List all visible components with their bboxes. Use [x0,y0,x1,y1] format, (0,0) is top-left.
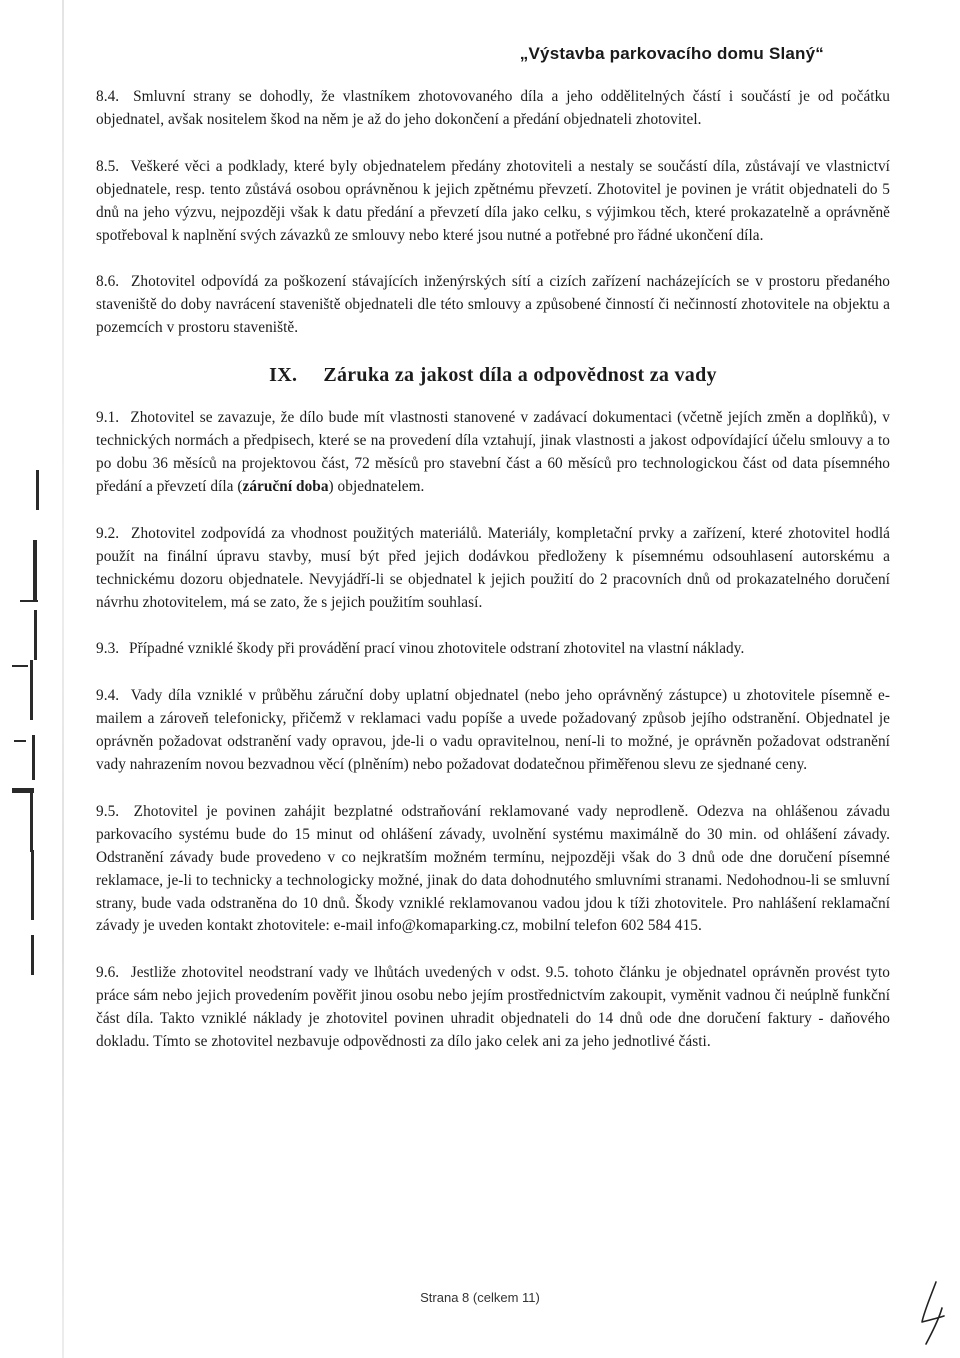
binder-mark [32,735,35,780]
paragraph-number: 8.5. [96,157,120,175]
paragraph-text: Jestliže zhotovitel neodstraní vady ve lhůtách uvedených v odst. 9.5. tohoto článku je objednatel oprávněn provést tyto práce sám nebo jejich provedením pověřit jinou osobu nebo jejím prostřednictvím zakoupit, vyměnit vadnou či neúplně funkční část díla. Takto vzniklé náklady je zhotovitel povinen uhradit objednateli do 14 dnů ode dne doručení faktury - daňového dokladu. Tímto se zhotovitel nezbavuje odpovědnosti za dílo jako celek ani za jeho jednotlivé části. [96,964,891,1051]
paragraph-bold-term: záruční doba [242,477,329,495]
binder-mark [20,600,38,602]
binder-mark [14,740,26,742]
paragraph-9-6 [96,962,890,1054]
paragraph-text: Vady díla vzniklé v průběhu záruční doby uplatní objednatel (nebo jeho oprávněný zástupce) u zhotovitele písemně e-mailem a zároveň telefonicky, přičemž v reklamaci vadu popíše a uvede požadovaný způsob jejího odstranění. Objednatel je oprávněn požadovat odstranění vady opravou, jde-li o vadu opravitelnou, není-li to možné, je oprávněn požadovat odstranění vady nahrazením novou bezvadnou věcí (plněním) nebo požadovat dodatečnou přiměřenou slevu ze sjednané ceny. [96,687,890,774]
binder-mark [30,660,33,720]
paragraph-number: 8.4. [96,88,120,105]
paragraph-number: 8.6. [96,273,120,291]
binder-mark [36,470,39,510]
binder-mark [33,540,37,600]
paragraph-9-3 [96,638,890,661]
binder-mark [31,935,34,975]
document-header-title: „Výstavba parkovacího domu Slaný“ [519,44,824,63]
paragraph-number: 9.4. [96,687,120,705]
paragraph-text: Veškeré věci a podklady, které byly objednatelem předány zhotoviteli a nestaly se součástí díla, zůstávají ve vlastnictví objednatele, resp. tento zůstává osobou oprávněnou k jejich zpětnému převzetí. Zhotovitel je povinen je vrátit objednateli do 5 dnů na jeho výzvu, nejpozději však k datu předání a převzetí díla jako celku, s výjimkou těch, které prokazatelně a oprávněně spotřeboval k naplnění svých závazků ze smlouvy nebo které jsou nutné a potřebné pro řádné ukončení díla. [96,157,890,244]
paragraph-8-6 [96,271,890,340]
paragraph-number: 9.3. [96,640,120,658]
paragraph-9-4 [96,685,890,777]
paragraph-text: Smluvní strany se dohodly, že vlastníkem zhotovovaného díla a jeho oddělitelných částí i součástí je od počátku objednatel, avšak nositelem škod na něm je až do jeho dokončení a předání objednateli zhotovitel. [96,88,890,128]
scan-edge-line [62,0,64,1358]
paragraph-8-5 [96,156,890,248]
section-number: IX. [269,364,298,387]
paragraph-text-end: ) objednatelem. [328,477,425,495]
binder-mark [30,792,33,852]
section-title: Záruka za jakost díla a odpovědnost za vady [323,364,717,387]
paragraph-9-1 [96,407,890,499]
paragraph-text: Zhotovitel se zavazuje, že dílo bude mít vlastnosti stanovené v zadávací dokumentaci (včetně jejích změn a doplňků), v technických normách a předpisech, které se na provedení díla vztahují, jinak vlastnosti a jakost odpovídající účelu smlouvy a to po dobu 36 měsíců na projektovou část, 72 měsíců pro stavební část a 60 měsíců pro technologickou část od data písemného předání a převzetí díla ( [96,409,891,495]
handwritten-initials-icon [916,1278,952,1348]
paragraph-number: 9.2. [96,524,120,542]
paragraph-8-4 [96,86,890,132]
paragraph-number: 9.5. [96,802,120,820]
paragraph-9-2 [96,523,890,615]
paragraph-number: 9.6. [96,964,120,982]
paragraph-text: Zhotovitel je povinen zahájit bezplatné odstraňování reklamované vady neprodleně. Odezva na ohlášenou závadu parkovacího systému bude do 15 minut od ohlášení závady, uvolnění systému maximálně do 30 min. od ohlášení závady. Odstranění závady bude provedeno v co nejkratším možném termínu, nejpozději však do 3 dnů ode dne doručení písemné reklamace, je-li to technicky a technologicky možné, jinak do data dohodnutého smluvními stranami. Nedohodnou-li se smluvní strany, bude vada odstraněna do 10 dnů. Škody vzniklé reklamovanou vadou jdou k tíži zhotovitele. Pro nahlášení reklamační závady je uveden kontakt zhotovitele: e-mail info@komaparking.cz, mobilní telefon 602 584 415. [96,802,890,935]
section-heading [96,364,890,387]
binder-mark [34,610,37,660]
paragraph-number: 9.1. [96,409,120,427]
paragraph-text: Zhotovitel zodpovídá za vhodnost použitých materiálů. Materiály, kompletační prvky a zařízení, které zhotovitel hodlá použít na finální úpravu stavby, musí být před jejich dodávkou předloženy k písemnému odsouhlasení autorskému a technickému dozoru objednatele. Nevyjádří-li se objednatel k jejich použití do 2 pracovních dnů od prokazatelného doručení návrhu zhotovitelem, má se zato, že s jejich použitím souhlasí. [96,524,891,611]
binder-mark [12,665,28,667]
paragraph-text: Případné vzniklé škody při provádění prací vinou zhotovitele odstraní zhotovitel na vlastní náklady. [129,640,745,658]
page-footer: Strana 8 (celkem 11) [420,1290,540,1305]
paragraph-9-5 [96,801,890,938]
document-body [96,86,890,1078]
paragraph-text: Zhotovitel odpovídá za poškození stávajících inženýrských sítí a cizích zařízení nacházejících se v prostoru předaného staveniště do doby navrácení staveniště objednateli dle této smlouvy a způsobené činností či nečinností zhotovitele na objektu a pozemcích v prostoru staveniště. [96,273,891,337]
binder-mark [31,850,34,920]
